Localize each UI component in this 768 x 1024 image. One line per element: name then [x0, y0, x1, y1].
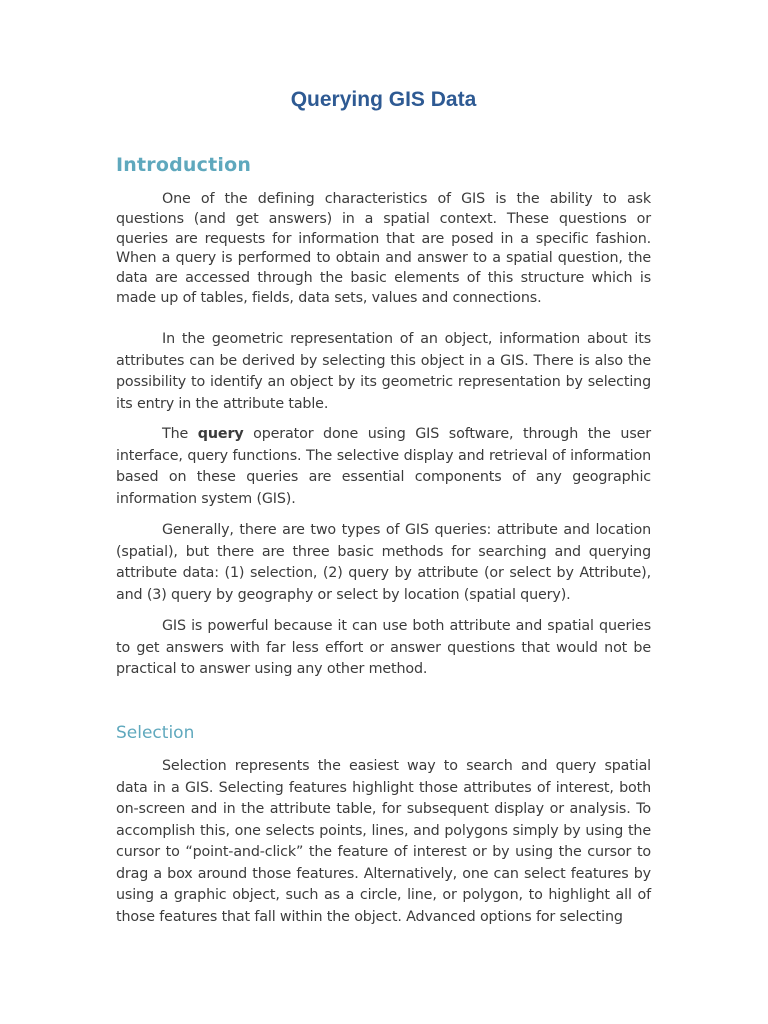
page-title: Querying GIS Data: [290, 88, 477, 111]
paragraph-query-operator: [116, 424, 651, 510]
paragraph-intro-1: One of the defining characteristics of GIS is the ability to ask questions (and get answers) in a spatial context. These questions or queries are requests for information that are posed in a specific fashion. When a query is performed to obtain and answer to a spatial question, the data are accessed through the basic elements of this structure which is made up of tables, fields, data sets, values and connections.: [116, 191, 651, 306]
paragraph-gis-power: GIS is powerful because it can use both attribute and spatial queries to get answers with far less effort or answer questions that would not be practical to answer using any other method.: [116, 618, 651, 677]
paragraph-selection: Selection represents the easiest way to search and query spatial data in a GIS. Selecting features highlight those attributes of interest, both on-screen and in the attribute table, for subsequent display or analysis. To accomplish this, one selects points, lines, and polygons simply by using the cursor to “point-and-click” the feature of interest or by using the cursor to drag a box around those features. Alternatively, one can select features by using a graphic object, such as a circle, line, or polygon, to highlight all of those features that fall within the object. Advanced options for selecting: [116, 758, 651, 925]
paragraph-suffix: operator done using GIS software, through the user interface, query functions. The selective display and retrieval of information based on these queries are essential components of any geographic information system (GIS).: [116, 426, 651, 507]
selection-heading: Selection: [116, 723, 195, 743]
introduction-heading: Introduction: [116, 154, 252, 176]
paragraph-intro-2: In the geometric representation of an object, information about its attributes can be derived by selecting this object in a GIS. There is also the possibility to identify an object by its geometric representation by selecting its entry in the attribute table.: [116, 331, 651, 412]
query-term-bold: query: [197, 426, 244, 442]
paragraph-prefix: The: [162, 426, 198, 442]
paragraph-query-types: Generally, there are two types of GIS queries: attribute and location (spatial), but there are three basic methods for searching and querying attribute data: (1) selection, (2) query by attribute (or select by Attribute), and (3) query by geography or select by location (spatial query).: [116, 522, 651, 603]
